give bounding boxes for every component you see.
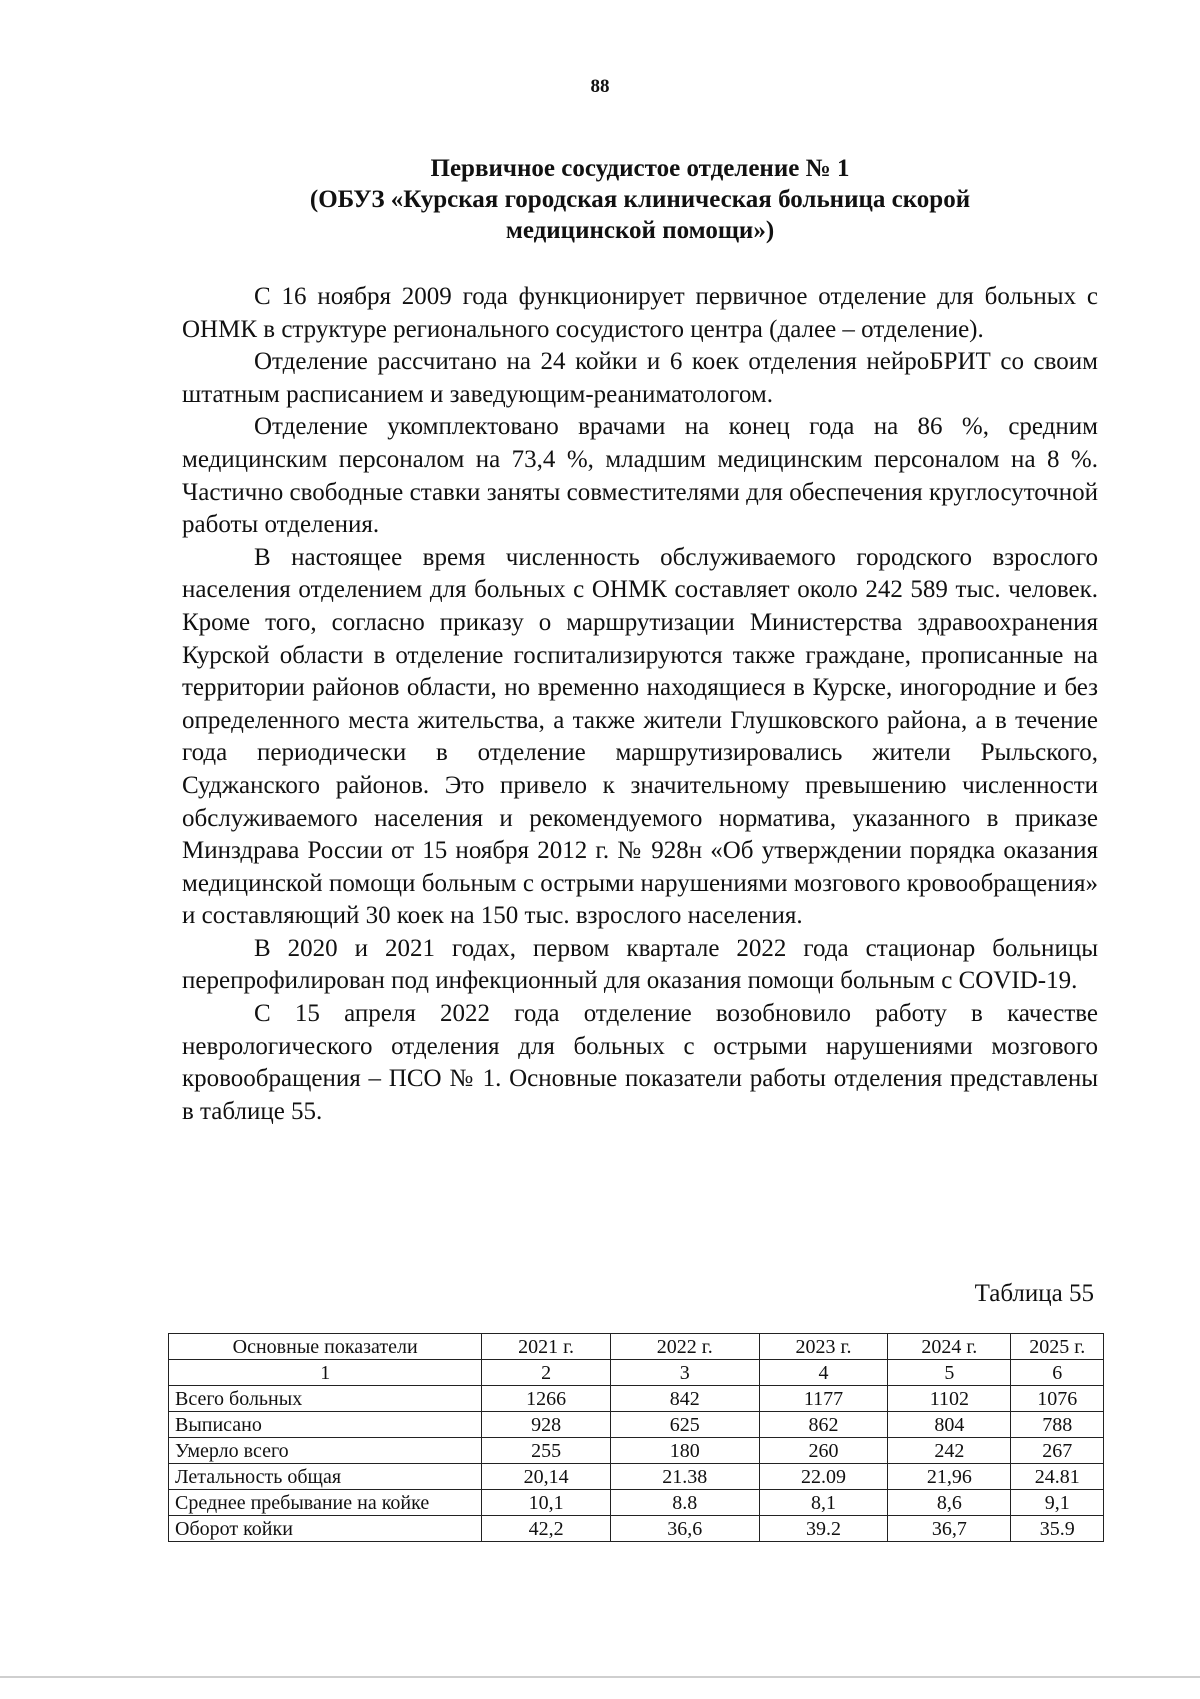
- indicators-table: [168, 1333, 1104, 1542]
- table-column-number: 3: [610, 1360, 759, 1386]
- table-cell: 24.81: [1011, 1464, 1104, 1490]
- page-number: 88: [590, 76, 610, 97]
- table-cell: 260: [759, 1438, 887, 1464]
- table-cell: 928: [482, 1412, 610, 1438]
- table-row-label: Всего больных: [169, 1386, 482, 1412]
- table-cell: 36,7: [888, 1516, 1011, 1542]
- table-cell: 8,1: [759, 1490, 887, 1516]
- table-cell: 255: [482, 1438, 610, 1464]
- table-caption: Таблица 55: [974, 1280, 1094, 1307]
- paragraph-covid: В 2020 и 2021 годах, первом квартале 2022 года стационар больницы перепрофилирован под инфекционный для оказания помощи больным с COVID-19.: [182, 934, 1098, 995]
- table-cell: 21.38: [610, 1464, 759, 1490]
- table-header-cell: 2024 г.: [888, 1334, 1011, 1360]
- table-cell: 9,1: [1011, 1490, 1104, 1516]
- table-header-cell: 2025 г.: [1011, 1334, 1104, 1360]
- table-cell: 22.09: [759, 1464, 887, 1490]
- table-row: [169, 1412, 1104, 1438]
- table-cell: 1266: [482, 1386, 610, 1412]
- table-cell: 39.2: [759, 1516, 887, 1542]
- table-header-cell: Основные показатели: [169, 1334, 482, 1360]
- table-header-cell: 2023 г.: [759, 1334, 887, 1360]
- table-cell: 1102: [888, 1386, 1011, 1412]
- table-row: [169, 1490, 1104, 1516]
- table-column-number: 2: [482, 1360, 610, 1386]
- table-cell: 8,6: [888, 1490, 1011, 1516]
- table-cell: 8.8: [610, 1490, 759, 1516]
- table-cell: 242: [888, 1438, 1011, 1464]
- table-header-cell: 2021 г.: [482, 1334, 610, 1360]
- table-column-number: 5: [888, 1360, 1011, 1386]
- table-row-label: Выписано: [169, 1412, 482, 1438]
- section-heading: [180, 153, 1100, 246]
- heading-line-2: (ОБУЗ «Курская городская клиническая больница скорой: [309, 186, 971, 213]
- table-cell: 20,14: [482, 1464, 610, 1490]
- table-cell: 267: [1011, 1438, 1104, 1464]
- table-cell: 21,96: [888, 1464, 1011, 1490]
- paragraph-intro: С 16 ноября 2009 года функционирует первичное отделение для больных с ОНМК в структуре регионального сосудистого центра (далее – отделение).: [182, 283, 1098, 343]
- table-cell: 1076: [1011, 1386, 1104, 1412]
- paragraph-capacity: Отделение рассчитано на 24 койки и 6 коек отделения нейроБРИТ со своим штатным расписанием и заведующим-реаниматологом.: [182, 348, 1098, 408]
- table-cell: 35.9: [1011, 1516, 1104, 1542]
- table-row-label: Оборот койки: [169, 1516, 482, 1542]
- table-cell: 804: [888, 1412, 1011, 1438]
- table-row-label: Летальность общая: [169, 1464, 482, 1490]
- table-cell: 842: [610, 1386, 759, 1412]
- table-row-label: Умерло всего: [169, 1438, 482, 1464]
- table-row: [169, 1516, 1104, 1542]
- table-cell: 42,2: [482, 1516, 610, 1542]
- table-column-number: 4: [759, 1360, 887, 1386]
- heading-line-1: Первичное сосудистое отделение № 1: [430, 155, 850, 182]
- table-cell: 10,1: [482, 1490, 610, 1516]
- table-column-numbers-row: [169, 1360, 1104, 1386]
- table-header-cell: 2022 г.: [610, 1334, 759, 1360]
- body-text: [182, 281, 1098, 1128]
- heading-line-3: медицинской помощи»): [505, 217, 775, 244]
- paragraph-population: В настоящее время численность обслуживаемого городского взрослого населения отделением для больных с ОНМК составляет около 242 589 тыс. человек. Кроме того, согласно приказу о маршрутизации Министерства здравоохранения Курской области в отделение госпитализируются также граждане, прописанные на территории районов области, но временно находящиеся в Курске, иногородние и без определенного места жительства, а также жители Глушковского района, а в течение года периодически в отделение маршрутизировались жители Рыльского, Суджанского районов. Это привело к значительному превышению численности обслуживаемого населения и рекомендуемого норматива, указанного в приказе Минздрава России от 15 ноября 2012 г. № 928н «Об утверждении порядка оказания медицинской помощи больным с острыми нарушениями мозгового кровообращения» и составляющий 30 коек на 150 тыс. взрослого населения.: [182, 543, 1098, 930]
- table-cell: 862: [759, 1412, 887, 1438]
- table-column-number: 1: [169, 1360, 482, 1386]
- table-cell: 788: [1011, 1412, 1104, 1438]
- table-cell: 1177: [759, 1386, 887, 1412]
- paragraph-resumption: С 15 апреля 2022 года отделение возобновило работу в качестве неврологического отделения для больных с острыми нарушениями мозгового кровообращения – ПСО № 1. Основные показатели работы отделения представлены в таблице 55.: [182, 1000, 1098, 1125]
- table-header-row: [169, 1334, 1104, 1360]
- table-row: [169, 1438, 1104, 1464]
- table-row: [169, 1464, 1104, 1490]
- paragraph-staffing: Отделение укомплектовано врачами на конец года на 86 %, средним медицинским персоналом на 73,4 %, младшим медицинским персоналом на 8 %. Частично свободные ставки заняты совместителями для обеспечения круглосуточной работы отделения.: [182, 413, 1098, 539]
- table-row-label: Среднее пребывание на койке: [169, 1490, 482, 1516]
- scan-edge-divider: [0, 1676, 1200, 1678]
- table-column-number: 6: [1011, 1360, 1104, 1386]
- table-row: [169, 1386, 1104, 1412]
- table-cell: 180: [610, 1438, 759, 1464]
- table-cell: 36,6: [610, 1516, 759, 1542]
- table-cell: 625: [610, 1412, 759, 1438]
